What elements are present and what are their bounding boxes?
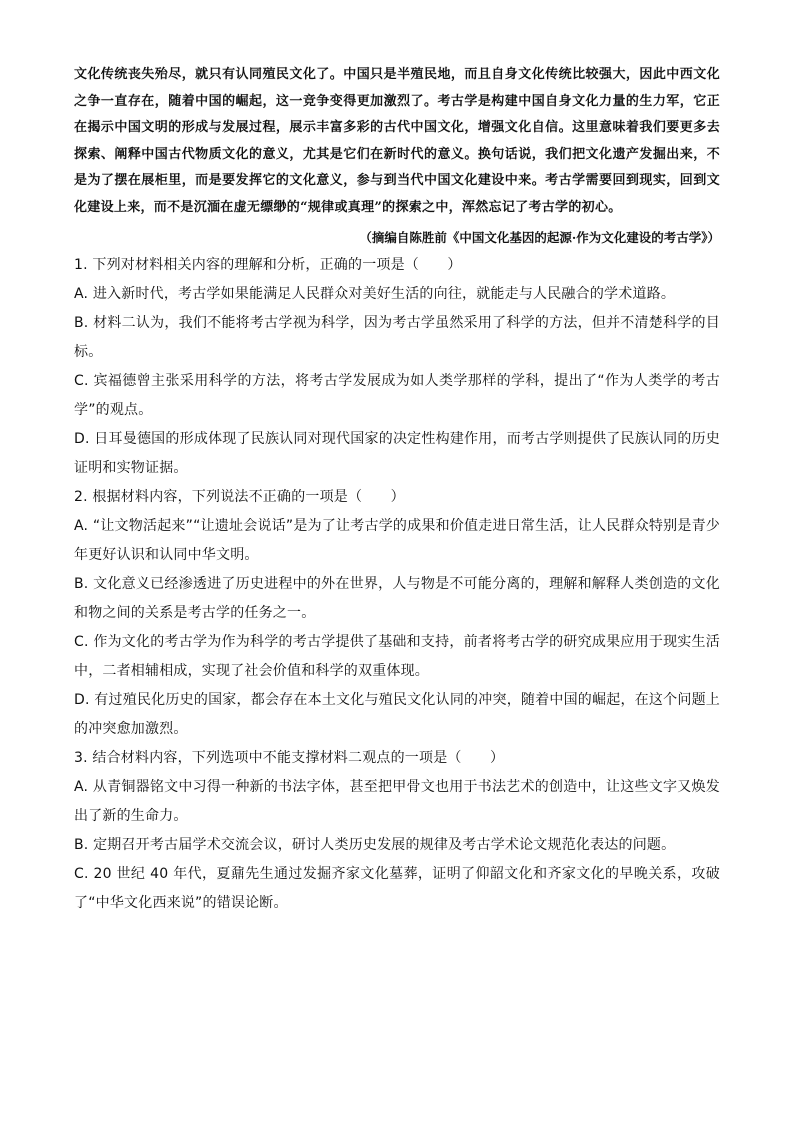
option-c: C. 20 世纪 40 年代，夏鼐先生通过发掘齐家文化墓葬，证明了仰韶文化和齐家文化的早晚关系，攻破了“中华文化西来说”的错误论断。 xyxy=(74,866,720,911)
option-b: B. 材料二认为，我们不能将考古学视为科学，因为考古学虽然采用了科学的方法，但并不清楚科学的目标。 xyxy=(74,315,720,360)
reading-passage: 文化传统丧失殆尽，就只有认同殖民文化了。中国只是半殖民地，而且自身文化传统比较强大，因此中西文化之争一直存在，随着中国的崛起，这一竞争变得更加激烈了。考古学是构建中国自身文化力量的生力军，它正在揭示中国文明的形成与发展过程，展示丰富多彩的古代中国文化，增强文化自信。这里意味着我们要更多去探索、阐释中国古代物质文化的意义，尤其是它们在新时代的意义。换句话说，我们把文化遗产发掘出来，不是为了摆在展柜里，而是要发挥它的文化意义，参与到当代中国文化建设中来。考古学需要回到现实，回到文化建设上来，而不是沉湎在虚无缥缈的“规律或真理”的探索之中，浑然忘记了考古学的初心。 xyxy=(74,67,720,215)
question-2 xyxy=(74,483,720,744)
option-d: D. 有过殖民化历史的国家，都会存在本土文化与殖民文化认同的冲突，随着中国的崛起，在这个问题上的冲突愈加激烈。 xyxy=(74,692,720,737)
question-3 xyxy=(74,744,720,918)
option-a: A. 从青铜器铭文中习得一种新的书法字体，甚至把甲骨文也用于书法艺术的创造中，让这些文字又焕发出了新的生命力。 xyxy=(74,779,720,824)
question-stem: 3. 结合材料内容，下列选项中不能支撑材料二观点的一项是（ ） xyxy=(74,750,505,766)
passage-citation: （摘编自陈胜前《中国文化基因的起源·作为文化建设的考古学》） xyxy=(359,230,720,245)
question-1 xyxy=(74,251,720,483)
option-a: A. “让文物活起来”“让遗址会说话”是为了让考古学的成果和价值走进日常生活，让人民群众特别是青少年更好认识和认同中华文明。 xyxy=(74,518,720,563)
option-c: C. 宾福德曾主张采用科学的方法，将考古学发展成为如人类学那样的学科，提出了“作为人类学的考古学”的观点。 xyxy=(74,373,720,418)
option-a: A. 进入新时代，考古学如果能满足人民群众对美好生活的向往，就能走与人民融合的学术道路。 xyxy=(74,286,676,302)
option-b: B. 文化意义已经渗透进了历史进程中的外在世界，人与物是不可能分离的，理解和解释人类创造的文化和物之间的关系是考古学的任务之一。 xyxy=(74,576,720,621)
document-page xyxy=(74,62,720,918)
question-stem: 1. 下列对材料相关内容的理解和分析，正确的一项是（ ） xyxy=(74,257,462,273)
option-d: D. 日耳曼德国的形成体现了民族认同对现代国家的决定性构建作用，而考古学则提供了民族认同的历史证明和实物证据。 xyxy=(74,431,720,476)
option-c: C. 作为文化的考古学为作为科学的考古学提供了基础和支持，前者将考古学的研究成果应用于现实生活中，二者相辅相成，实现了社会价值和科学的双重体现。 xyxy=(74,634,720,679)
option-b: B. 定期召开考古届学术交流会议，研讨人类历史发展的规律及考古学术论文规范化表达的问题。 xyxy=(74,837,676,853)
question-stem: 2. 根据材料内容，下列说法不正确的一项是（ ） xyxy=(74,489,405,505)
